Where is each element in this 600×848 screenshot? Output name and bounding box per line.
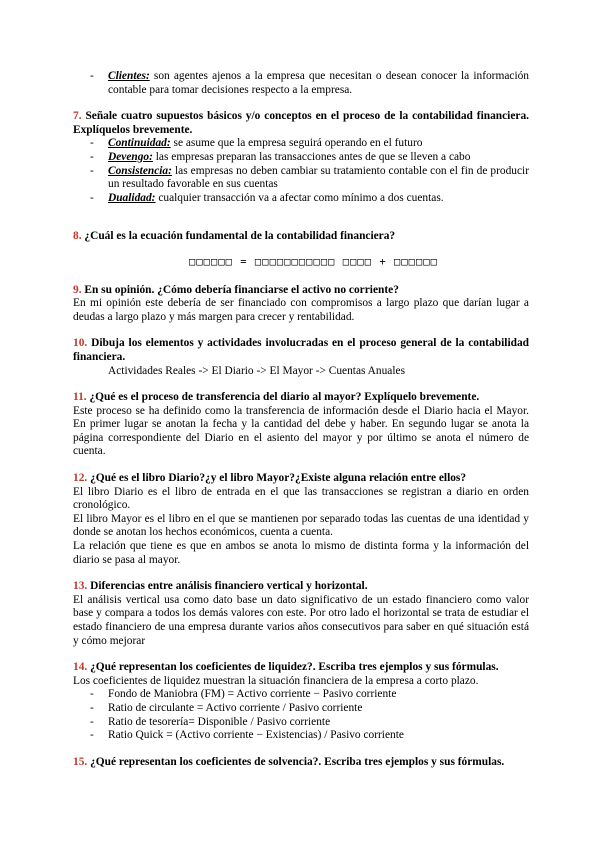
question-10-title: 10. Dibuja los elementos y actividades involucradas en el proceso general de la contabilidad financiera. [73, 337, 529, 363]
question-7-list [73, 137, 529, 205]
question-14-title: 14. ¿Qué representan los coeficientes de liquidez?. Escriba tres ejemplos y sus fórmulas. [73, 661, 499, 674]
list-item: - Ratio Quick = (Activo corriente − Existencias) / Pasivo corriente [73, 729, 529, 743]
question-11-answer: Este proceso se ha definido como la transferencia de información desde el Diario hacia el Mayor. En primer lugar se anotan la fecha y la cantidad del debe y haber. En segundo lugar se anota la página correspondiente del Diario en el asiento del mayor y por último se anota el número de cuenta. [73, 404, 529, 458]
question-11-title: 11. ¿Qué es el proceso de transferencia del diario al mayor? Explíquelo brevemente. [73, 391, 480, 404]
question-12-answer-diario: El libro Diario es el libro de entrada en el que las transacciones se registran a diario en orden cronológico. [73, 485, 529, 512]
fundamental-equation: □□□□□□ = □□□□□□□□□□□ □□□□ + □□□□□□ [189, 255, 438, 268]
list-item: - Continuidad: se asume que la empresa seguirá operando en el futuro [73, 137, 529, 151]
list-item: - Fondo de Maniobra (FM) = Activo corriente − Pasivo corriente [73, 688, 529, 702]
list-item: - Ratio de tesorería= Disponible / Pasivo corriente [73, 716, 529, 730]
list-item: - Dualidad: cualquier transacción va a afectar como mínimo a dos cuentas. [73, 192, 529, 206]
question-12-title: 12. ¿Qué es el libro Diario?¿y el libro Mayor?¿Existe alguna relación entre ellos? [73, 472, 467, 485]
list-item: - Ratio de circulante = Activo corriente / Pasivo corriente [73, 702, 529, 716]
question-7-title: 7. Señale cuatro supuestos básicos y/o conceptos en el proceso de la contabilidad financiera. Explíquelos brevemente. [73, 110, 529, 136]
list-item: - Devengo: las empresas preparan las transacciones antes de que se lleven a cabo [73, 151, 529, 165]
list-item: - Clientes: son agentes ajenos a la empresa que necesitan o desean conocer la información contable para tomar decisiones respecto a la empresa. [73, 70, 529, 97]
question-8-title: 8. ¿Cuál es la ecuación fundamental de la contabilidad financiera? [73, 230, 396, 243]
clientes-list [73, 70, 529, 97]
question-12-answer-mayor: El libro Mayor es el libro en el que se mantienen por separado todas las cuentas de una identidad y donde se anotan los hechos económicos, cuenta a cuenta. [73, 512, 529, 539]
question-13-title: 13. Diferencias entre análisis financiero vertical y horizontal. [73, 580, 368, 593]
question-10-answer: Actividades Reales -> El Diario -> El Mayor -> Cuentas Anuales [108, 364, 406, 377]
question-14-answer: Los coeficientes de liquidez muestran la situación financiera de la empresa a corto plazo. [73, 674, 479, 687]
question-14-list [73, 688, 529, 742]
question-9-answer: En mi opinión este debería de ser financiado con compromisos a largo plazo que darían lugar a deudas a largo plazo y más margen para crecer y rentabilidad. [73, 297, 529, 323]
question-15-title: 15. ¿Qué representan los coeficientes de solvencia?. Escriba tres ejemplos y sus fórmulas. [73, 755, 505, 768]
list-item: - Consistencia: las empresas no deben cambiar su tratamiento contable con el fin de producir un resultado favorable en sus cuentas [73, 165, 529, 192]
document-content [73, 70, 529, 769]
question-13-answer: El análisis vertical usa como dato base un dato significativo de un estado financiero como valor base y compara a todos los demás valores con este. Por otro lado el horizontal se trata de estudiar el estado financiero de una empresa durante varios años consecutivos para saber en qué situación está y cómo mejorar [73, 593, 529, 647]
question-9-title: 9. En su opinión. ¿Cómo debería financiarse el activo no corriente? [73, 283, 399, 296]
question-12-answer-relacion: La relación que tiene es que en ambos se anota lo mismo de distinta forma y la información del diario se pasa al mayor. [73, 540, 529, 566]
